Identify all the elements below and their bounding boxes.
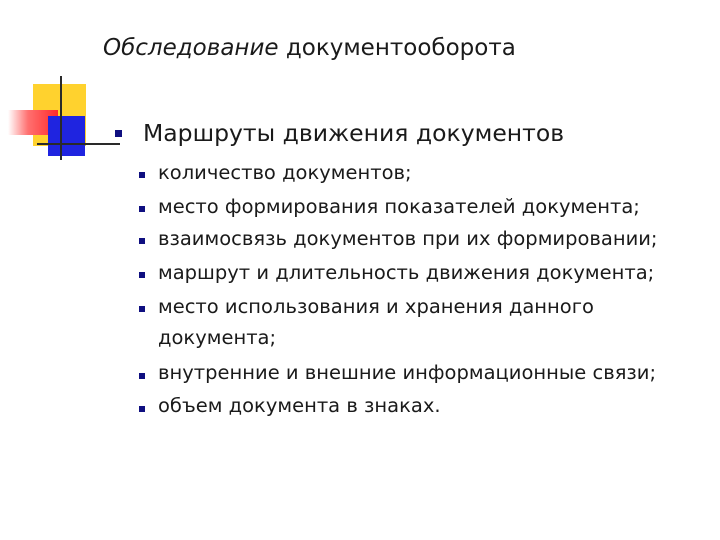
sub-item-text: внутренние и внешние информационные связи; <box>158 361 657 384</box>
sub-bullet-icon <box>139 206 145 212</box>
slide-title-regular: документооборота <box>278 35 516 61</box>
sub-item-text: место формирования показателей документа; <box>158 195 640 218</box>
sub-item-text: маршрут и длительность движения документа; <box>158 261 655 284</box>
sub-bullet-icon <box>139 406 145 412</box>
decor-horizontal-line <box>37 143 120 145</box>
sub-item-text: количество документов; <box>158 161 412 184</box>
sub-bullet-icon <box>139 373 145 379</box>
sub-item-text: взаимосвязь документов при их формировании; <box>158 227 658 250</box>
sub-bullet-icon <box>139 272 145 278</box>
slide-title-italic: Обследование <box>103 35 279 61</box>
slide-title <box>103 33 516 63</box>
sub-bullet-icon <box>139 172 145 178</box>
decor-vertical-line <box>60 76 62 160</box>
main-bullet-icon <box>115 130 122 137</box>
sub-item-text-continuation: документа; <box>158 326 277 349</box>
main-bullet-text: Маршруты движения документов <box>143 119 565 147</box>
decor-blue-square <box>48 116 85 156</box>
sub-item-text: место использования и хранения данного <box>158 295 594 318</box>
sub-bullet-icon <box>139 306 145 312</box>
sub-item-text: объем документа в знаках. <box>158 394 441 417</box>
sub-bullet-icon <box>139 238 145 244</box>
